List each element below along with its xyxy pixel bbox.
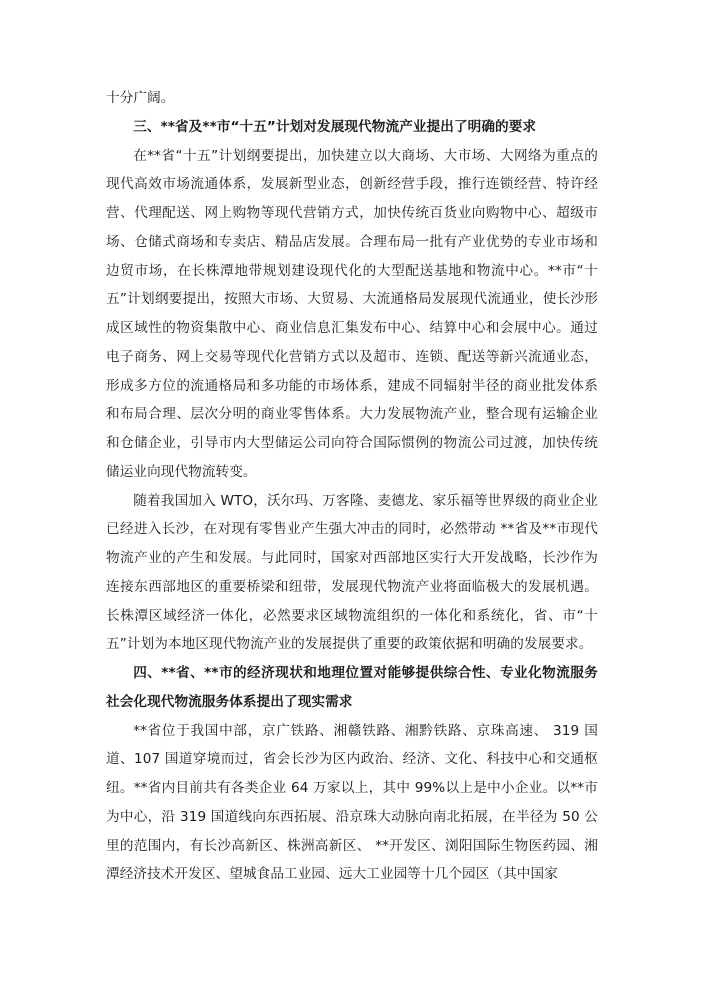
document-body	[106, 84, 598, 889]
paragraph-geography-economy: **省位于我国中部，京广铁路、湘赣铁路、湘黔铁路、京珠高速、 319 国道、107 国道穿境而过，省会长沙为区内政治、经济、文化、科技中心和交通枢纽。**省内目前共有各类企业 64 万家以上，其中 99%以上是中小企业。以**市为中心，沿 319 国道线向东西拓展、沿京珠大动脉向南北拓展，在半径为 50 公里的范围内，有长沙高新区、株洲高新区、 **开发区、浏阳国际生物医药园、湘潭经济技术开发区、望城食品工业园、远大工业园等十几个园区（其中国家	[106, 722, 598, 883]
section-heading-four: 四、**省、**市的经济现状和地理位置对能够提供综合性、专业化物流服务社会化现代物流服务体系提出了现实需求	[106, 665, 598, 710]
paragraph-plan-requirements: 在**省“十五”计划纲要提出，加快建立以大商场、大市场、大网络为重点的现代高效市场流通体系，发展新型业态，创新经营手段，推行连锁经营、特许经营、代理配送、网上购物等现代营销方式，加快传统百货业向购物中心、超级市场、仓储式商场和专卖店、精品店发展。合理布局一批有产业优势的专业市场和边贸市场，在长株潭地带规划建设现代化的大型配送基地和物流中心。**市“十五”计划纲要提出，按照大市场、大贸易、大流通格局发展现代流通业，使长沙形成区域性的物资集散中心、商业信息汇集发布中心、结算中心和会展中心。通过电子商务、网上交易等现代化营销方式以及超市、连锁、配送等新兴流通业态，形成多方位的流通格局和多功能的市场体系，建成不同辐射半径的商业批发体系和布局合理、层次分明的商业零售体系。大力发展物流产业，整合现有运输企业和仓储企业，引导市内大型储运公司向符合国际惯例的物流公司过渡，加快传统储运业向现代物流转变。	[106, 147, 598, 480]
paragraph-wto-impact: 随着我国加入 WTO，沃尔玛、万客隆、麦德龙、家乐福等世界级的商业企业已经进入长沙，在对现有零售业产生强大冲击的同时，必然带动 **省及**市现代物流产业的产生和发展。与此同时，国家对西部地区实行大开发战略，长沙作为连接东西部地区的重要桥梁和纽带，发展现代物流产业将面临极大的发展机遇。长株潭区域经济一体化，必然要求区域物流组织的一体化和系统化，省、市“十五”计划为本地区现代物流产业的发展提供了重要的政策依据和明确的发展要求。	[106, 492, 598, 653]
paragraph-continuation: 十分广阔。	[106, 90, 175, 106]
section-heading-three: 三、**省及**市“十五”计划对发展现代物流产业提出了明确的要求	[133, 118, 537, 135]
